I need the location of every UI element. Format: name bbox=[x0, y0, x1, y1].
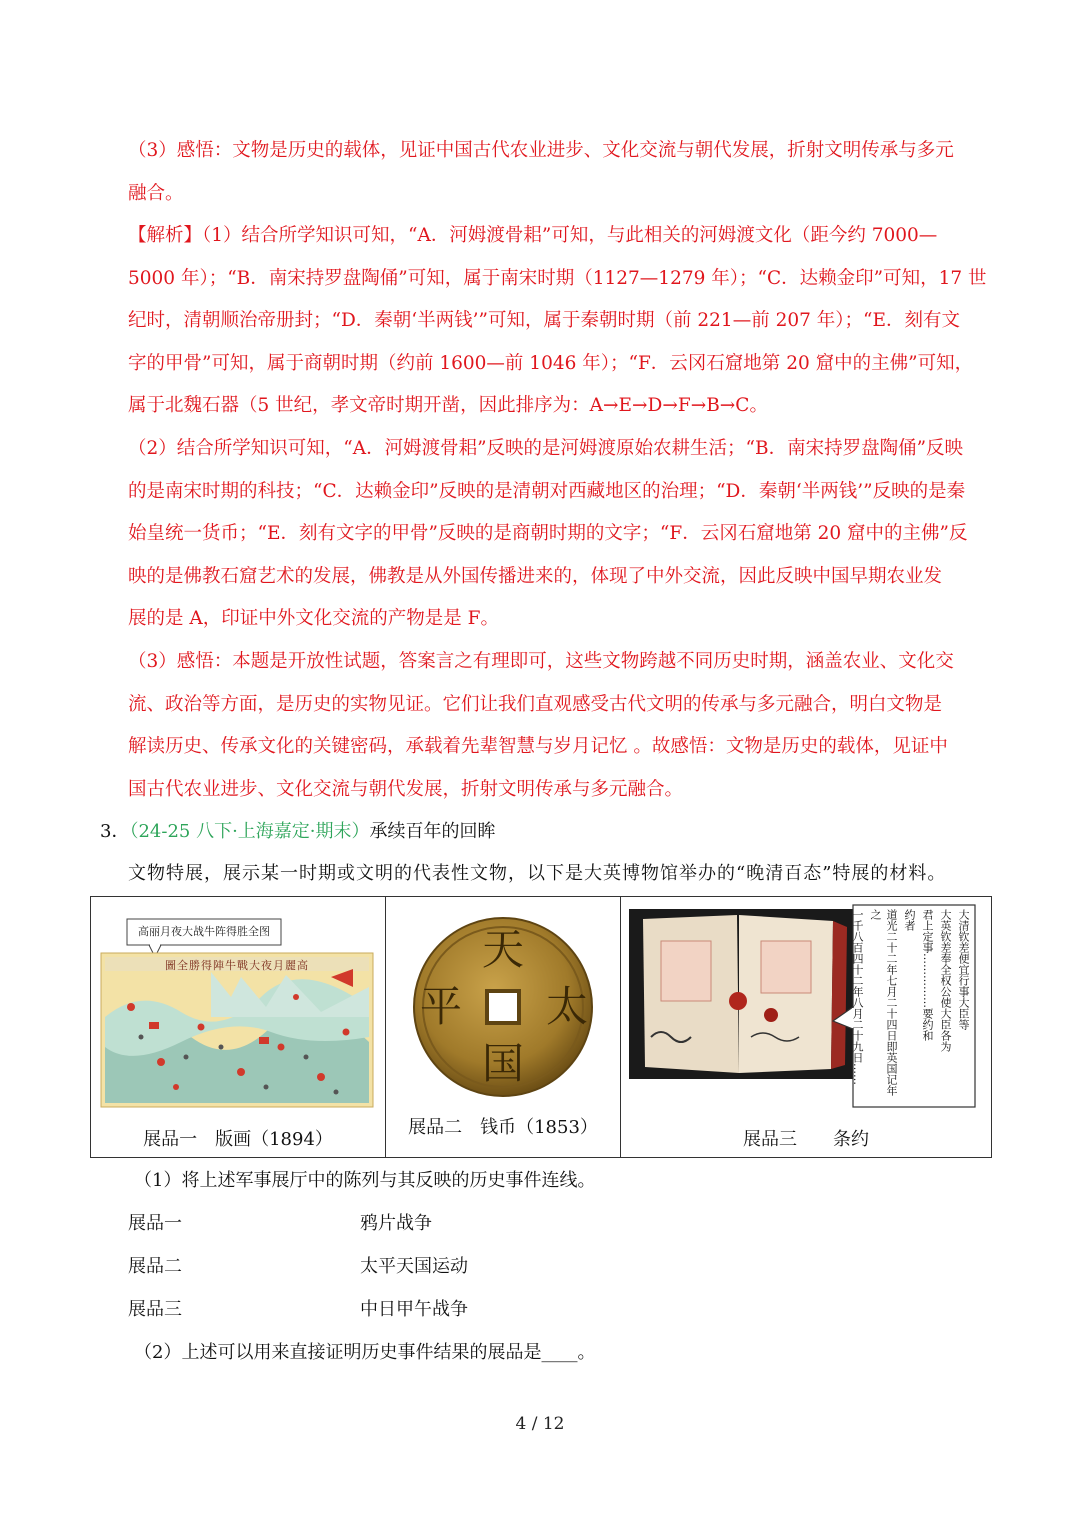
match-right-item: 太平天国运动 bbox=[360, 1256, 468, 1277]
question-3-header bbox=[100, 816, 496, 848]
text-line: 字的甲骨”可知，属于商朝时期（约前 1600—前 1046 年）；“F．云冈石窟地第 20 窟中的主佛”可知， bbox=[128, 352, 974, 374]
text-line: 流、政治等方面，是历史的实物见证。它们让我们直观感受古代文明的传承与多元融合，明白文物是 bbox=[128, 693, 943, 715]
match-right-item: 鸦片战争 bbox=[360, 1213, 432, 1234]
analysis-tag: 【解析】 bbox=[128, 225, 203, 246]
coin-char-top: 天 bbox=[481, 925, 524, 974]
treaty-column: 道光二十二年七月二十四日即英国记年之 bbox=[869, 909, 898, 1096]
text-line: （3）感悟：本题是开放性试题，答案言之有理即可，这些文物跨越不同历史时期，涵盖农业、文化交 bbox=[128, 651, 954, 672]
treaty-callout-text bbox=[851, 909, 971, 1105]
match-right-item: 中日甲午战争 bbox=[360, 1299, 468, 1320]
exhibit-2-cell bbox=[386, 897, 621, 1157]
match-left-item: 展品二 bbox=[128, 1256, 182, 1277]
sub-question-1: （1）将上述军事展厅中的陈列与其反映的历史事件连线。 bbox=[134, 1170, 596, 1191]
analysis-paragraph-2 bbox=[128, 428, 988, 641]
exhibit-2-caption: 展品二 钱币（1853） bbox=[408, 1117, 598, 1138]
treaty-column: 大清钦差便宜行事大臣等 bbox=[957, 909, 970, 1030]
text-line: 始皇统一货币；“E．刻有文字的甲骨”反映的是商朝时期的文字；“F．云冈石窟地第 20 窟中的主佛”反 bbox=[128, 523, 968, 545]
coin-char-right: 太 bbox=[545, 982, 588, 1031]
analysis-paragraph-1 bbox=[128, 215, 988, 428]
print-callout-label: 高丽月夜大战牛阵得胜全图 bbox=[138, 925, 270, 938]
text-line: （2）结合所学知识可知，“A．河姆渡骨耜”反映的是河姆渡原始农耕生活；“B．南宋持罗盘陶俑”反映 bbox=[128, 438, 964, 459]
text-line: 纪时，清朝顺治帝册封；“D．秦朝‘半两钱’”可知，属于秦朝时期（前 221—前 207 年）；“E．刻有文 bbox=[128, 310, 960, 332]
treaty-column: 约者 bbox=[903, 909, 916, 931]
print-title: 圖全勝得陣牛戰大夜月麗高 bbox=[165, 959, 309, 972]
answer-paragraph-3 bbox=[128, 130, 988, 215]
text-line: （3）感悟：文物是历史的载体，见证中国古代农业进步、文化交流与朝代发展，折射文明传承与多元 bbox=[128, 140, 954, 161]
exhibit-3-cell bbox=[621, 897, 991, 1157]
text-line: 融合。 bbox=[128, 182, 184, 204]
text-line: 属于北魏石器（5 世纪，孝文帝时期开凿，因此排序为：A→E→D→F→B→C。 bbox=[128, 395, 768, 417]
exhibit-3-caption: 展品三 条约 bbox=[743, 1129, 869, 1150]
match-left-item: 展品三 bbox=[128, 1299, 182, 1320]
analysis-paragraph-3 bbox=[128, 641, 988, 811]
question-intro: 文物特展，展示某一时期或文明的代表性文物，以下是大英博物馆举办的“晚清百态”特展的材料。 bbox=[128, 863, 947, 884]
text-line: 映的是佛教石窟艺术的发展，佛教是从外国传播进来的，体现了中外交流，因此反映中国早期农业发 bbox=[128, 565, 943, 587]
page-number: 4 / 12 bbox=[515, 1414, 565, 1434]
text-line: 展的是 A，印证中外文化交流的产物是是 F。 bbox=[128, 608, 499, 630]
question-title: 承续百年的回眸 bbox=[369, 821, 496, 842]
text-line: 解读历史、传承文化的关键密码，承载着先辈智慧与岁月记忆 。故感悟：文物是历史的载体，见证中 bbox=[128, 736, 948, 758]
treaty-column: 大英钦差奉全权公使大臣各为 bbox=[939, 909, 952, 1052]
match-left-item: 展品一 bbox=[128, 1213, 182, 1234]
coin-char-bottom: 国 bbox=[481, 1039, 524, 1088]
exhibit-1-caption: 展品一 版画（1894） bbox=[143, 1129, 333, 1150]
question-source: （24-25 八下·上海嘉定·期末） bbox=[129, 821, 370, 842]
treaty-column: 君上定事……………要约和 bbox=[921, 909, 934, 1041]
text-line: （1）结合所学知识可知，“A．河姆渡骨耜”可知，与此相关的河姆渡文化（距今约 7000— bbox=[202, 225, 938, 246]
question-number: 3． bbox=[100, 821, 130, 842]
text-line: 国古代农业进步、文化交流与朝代发展，折射文明传承与多元融合。 bbox=[128, 778, 684, 800]
exhibit-table bbox=[90, 896, 992, 1158]
sub-question-2: （2）上述可以用来直接证明历史事件结果的展品是____。 bbox=[134, 1342, 596, 1363]
text-line: 5000 年）；“B．南宋持罗盘陶俑”可知，属于南宋时期（1127—1279 年）；“C．达赖金印”可知，17 世 bbox=[128, 267, 987, 289]
exhibit-1-cell bbox=[91, 897, 386, 1157]
coin-char-left: 平 bbox=[419, 982, 462, 1031]
text-line: 的是南宋时期的科技；“C．达赖金印”反映的是清朝对西藏地区的治理；“D．秦朝‘半两钱’”反映的是秦 bbox=[128, 480, 966, 502]
treaty-column: 一千八百四十二年八月二十九日…… bbox=[851, 909, 864, 1085]
